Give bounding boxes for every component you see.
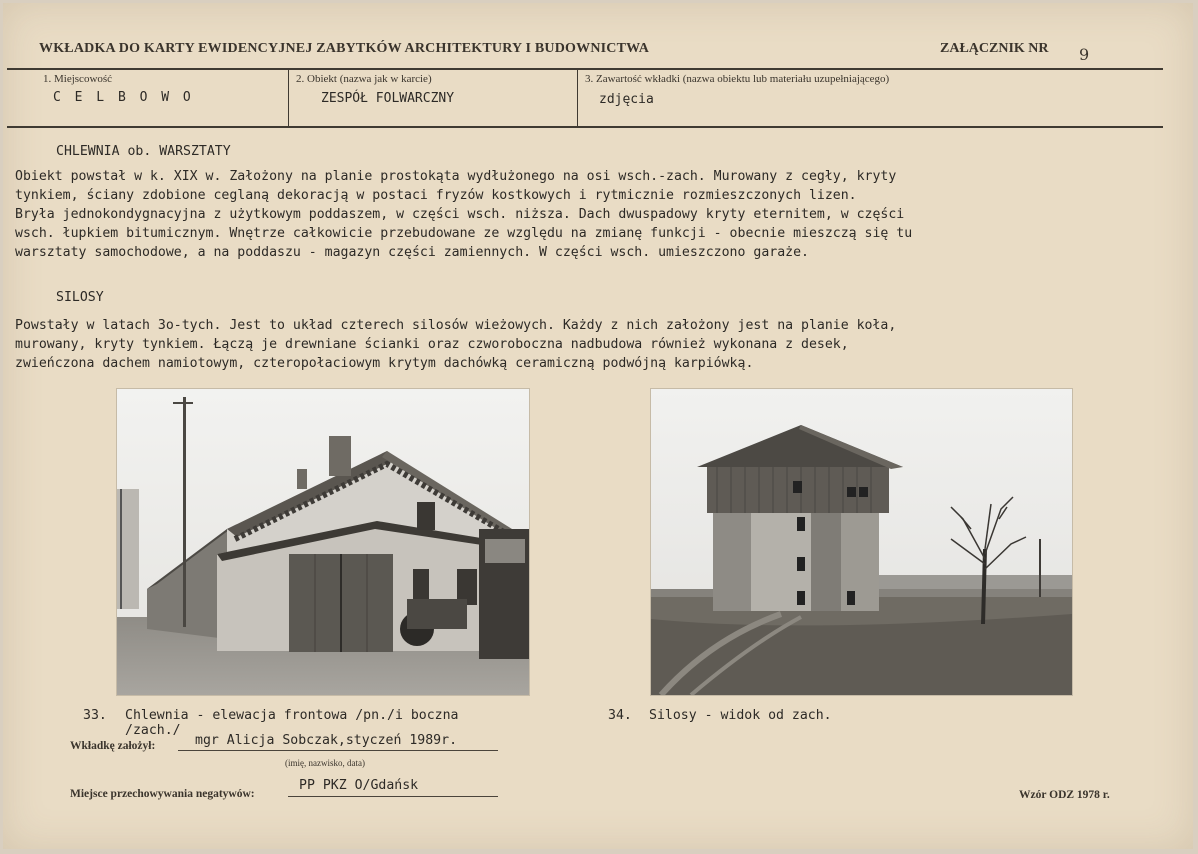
- field-label-miejscowosc: 1. Miejscowość: [43, 73, 113, 85]
- photo-caption-33-continued: /zach./: [125, 723, 181, 738]
- negatives-location-value: PP PKZ O/Gdańsk: [299, 778, 419, 793]
- section-text-line: Powstały w latach 3o-tych. Jest to układ czterech silosów wieżowych. Każdy z nich założony jest na planie koła,: [15, 318, 897, 333]
- section-text-line: murowany, kryty tynkiem. Łączą je drewniane ścianki oraz czworoboczna nadbudowa również wykonana z desek,: [15, 337, 849, 352]
- attachment-label: ZAŁĄCZNIK NR: [940, 41, 1049, 56]
- section-text-line: warsztaty samochodowe, a na poddaszu - magazyn części zamiennych. W części wsch. umieszczono garaże.: [15, 245, 809, 260]
- section-text-line: zwieńczona dachem namiotowym, czteropołaciowym krytym dachówką ceramiczną podwójną karpiówką.: [15, 356, 754, 371]
- negatives-location-label: Miejsce przechowywania negatywów:: [70, 788, 255, 800]
- section-text-line: wsch. łupkiem bitumicznym. Wnętrze całkowicie przebudowane ze względu na zmianę funkcji - obecnie mieszczą się tu: [15, 226, 913, 241]
- section-heading-chlewnia: CHLEWNIA ob. WARSZTATY: [56, 144, 231, 159]
- field-value-miejscowosc: C E L B O W O: [53, 90, 194, 105]
- section-text-line: Bryła jednokondygnacyjna z użytkowym poddaszem, w części wsch. niższa. Dach dwuspadowy kryty eternitem, w części: [15, 207, 905, 222]
- field-label-zawartosc: 3. Zawartość wkładki (nazwa obiektu lub materiału uzupełniającego): [585, 73, 890, 85]
- field-divider-2: [577, 70, 578, 126]
- header-rule-bottom: [7, 126, 1163, 128]
- attachment-number: 9: [1079, 45, 1090, 64]
- photo-number-34: 34.: [608, 708, 632, 723]
- photo-caption-33: Chlewnia - elewacja frontowa /pn./i boczna: [125, 708, 459, 723]
- negatives-location-underline: [288, 796, 498, 797]
- field-value-zawartosc: zdjęcia: [599, 92, 654, 107]
- section-heading-silosy: SILOSY: [56, 290, 104, 305]
- photo-number-33: 33.: [83, 708, 107, 723]
- photo-pigsty-workshop: [117, 389, 529, 695]
- card-title: WKŁADKA DO KARTY EWIDENCYJNEJ ZABYTKÓW ARCHITEKTURY I BUDOWNICTWA: [39, 41, 650, 56]
- field-value-obiekt: ZESPÓŁ FOLWARCZNY: [321, 91, 455, 106]
- photo-silos-image: [651, 389, 1072, 695]
- photo-caption-34: Silosy - widok od zach.: [649, 708, 832, 723]
- author-label: Wkładkę założył:: [70, 740, 156, 752]
- author-underline: [178, 750, 498, 751]
- section-text-line: Obiekt powstał w k. XIX w. Założony na planie prostokąta wydłużonego na osi wsch.-zach. Murowany z cegły, kryty: [15, 169, 897, 184]
- photo-pigsty-workshop-image: [117, 389, 529, 695]
- inventory-card-insert: [3, 3, 1193, 849]
- section-text-line: tynkiem, ściany zdobione ceglaną dekoracją w postaci fryzów kostkowych i rytmicznie rozmieszczonych lizen.: [15, 188, 857, 203]
- author-value: mgr Alicja Sobczak,styczeń 1989r.: [195, 733, 458, 748]
- field-divider-1: [288, 70, 289, 126]
- header-rule-top: [7, 68, 1163, 70]
- photo-silos: [651, 389, 1072, 695]
- field-label-obiekt: 2. Obiekt (nazwa jak w karcie): [296, 73, 432, 85]
- author-hint: (imię, nazwisko, data): [285, 758, 365, 768]
- form-template-note: Wzór ODZ 1978 r.: [1019, 789, 1110, 801]
